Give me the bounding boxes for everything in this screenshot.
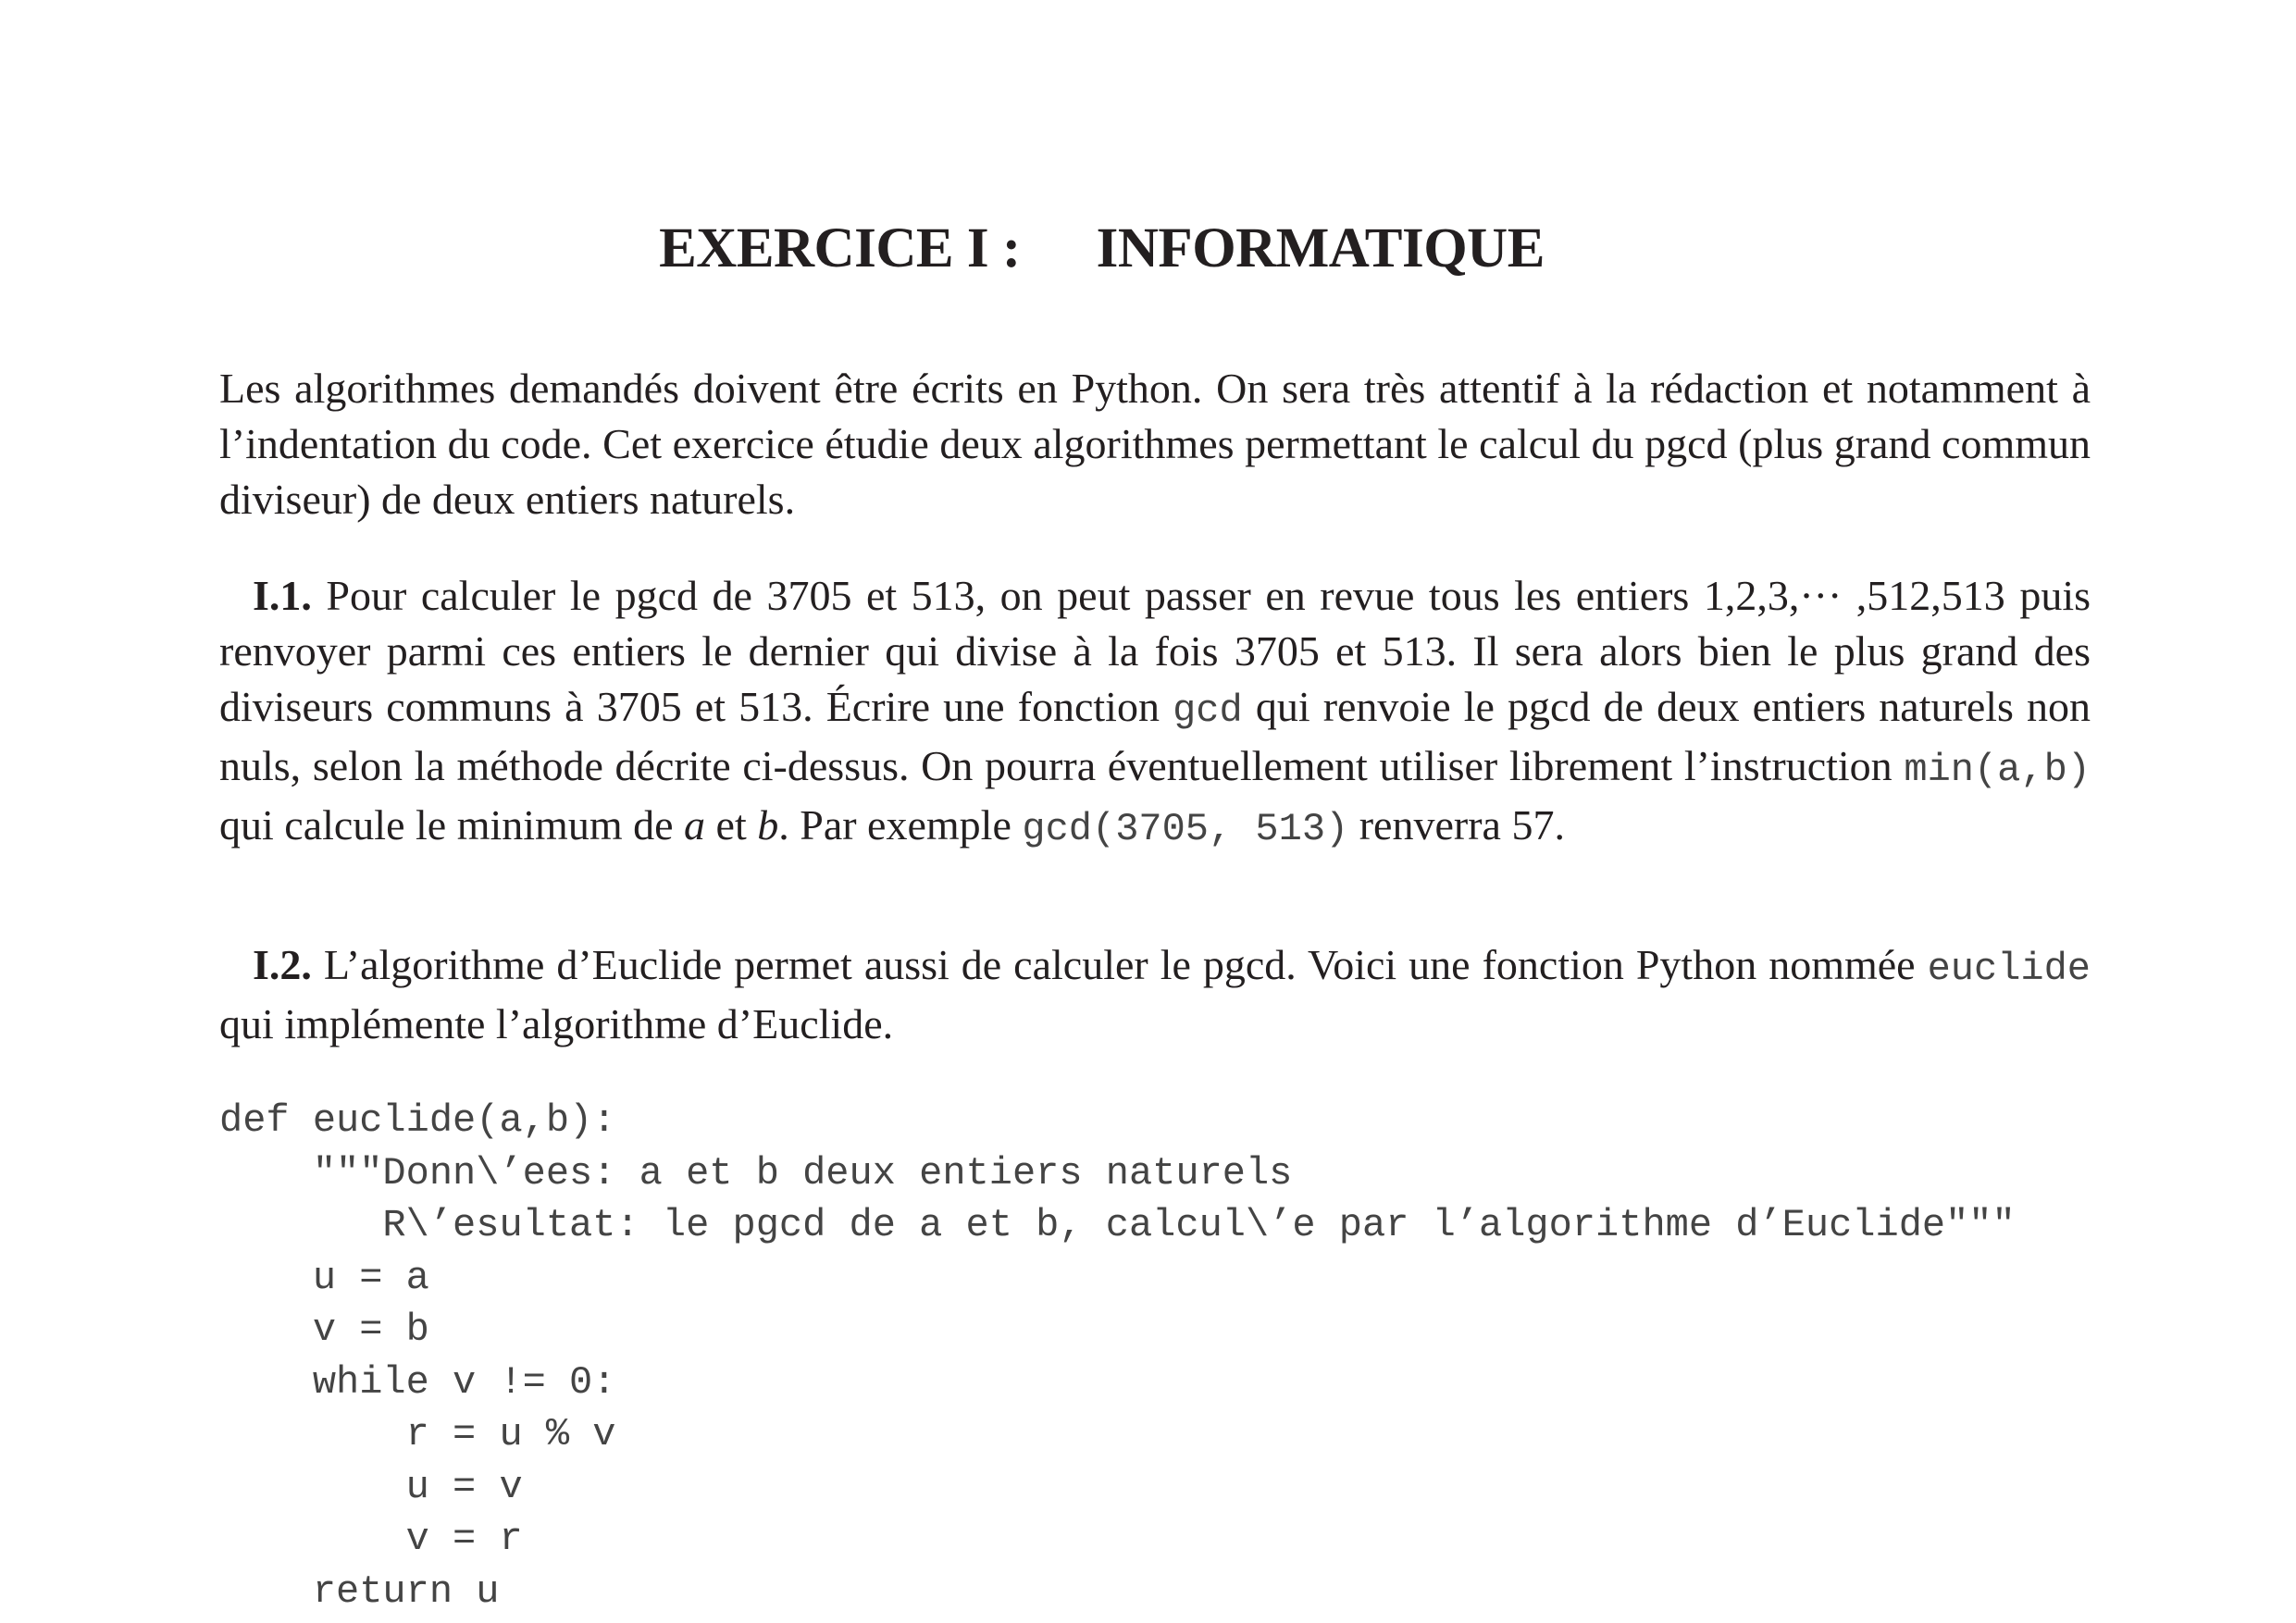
exercise-title — [0, 217, 2203, 281]
question-1-text-a: Pour calculer le pgcd de 3705 et 513, on peut passer en revue tous les entiers 1,2,3,··· ,512,513 puis renvoyer parmi ces entiers le dernier qui divise à la fois 3705 et 513. Il sera alors bien le plus grand des diviseurs communs à 3705 et 513. Écrire une fonction — [219, 572, 2091, 730]
exercise-title-right: INFORMATIQUE — [1096, 217, 1545, 279]
code-line: v = r — [219, 1517, 523, 1561]
question-1-paragraph — [219, 568, 2091, 857]
code-line: u = a — [219, 1255, 429, 1300]
variable-b: b — [757, 801, 779, 849]
question-2-text-a: L’algorithme d’Euclide permet aussi de calculer le pgcd. Voici une fonction Python nommée — [323, 941, 1916, 988]
euclide-code-block — [219, 1095, 2016, 1617]
exercise-title-left: EXERCICE I : — [659, 217, 1021, 279]
code-line: return u — [219, 1568, 500, 1614]
question-2-text-b: qui implémente l’algorithme d’Euclide. — [219, 1000, 894, 1047]
code-line: v = b — [219, 1307, 429, 1352]
question-1-text-b: qui renvoie le pgcd de deux entiers naturels non nuls, selon la méthode décrite ci-dessus. On pourra éventuellement utiliser librement l’instruction — [219, 683, 2091, 789]
code-line: r = u % v — [219, 1412, 616, 1456]
intro-paragraph: Les algorithmes demandés doivent être écrits en Python. On sera très attentif à la rédaction et notamment à l’indentation du code. Cet exercice étudie deux algorithmes permettant le calcul du pgcd (plus grand commun diviseur) de deux entiers naturels. — [219, 365, 2091, 523]
code-line: R\’esultat: le pgcd de a et b, calcul\’e par l’algorithme d’Euclide""" — [219, 1203, 2016, 1247]
variable-a: a — [684, 801, 706, 849]
question-1-text-e: . Par exemple — [778, 801, 1011, 849]
code-line: """Donn\’ees: a et b deux entiers naturels — [219, 1150, 1293, 1196]
code-line: u = v — [219, 1464, 523, 1509]
question-2-paragraph — [219, 937, 2091, 1052]
question-1-text-c: qui calcule le minimum de — [219, 801, 674, 849]
code-euclide-name: euclide — [1927, 947, 2091, 991]
question-1-text-f: renverra 57. — [1359, 801, 1565, 849]
question-1-text-d: et — [715, 801, 747, 849]
question-2-number: I.2. — [253, 941, 312, 988]
code-example: gcd(3705, 513) — [1022, 807, 1349, 851]
code-gcd: gcd — [1173, 688, 1243, 733]
code-line: while v != 0: — [219, 1359, 616, 1405]
code-min: min(a,b) — [1904, 748, 2091, 792]
code-line: def euclide(a,b): — [219, 1098, 616, 1143]
question-1-number: I.1. — [253, 572, 312, 619]
